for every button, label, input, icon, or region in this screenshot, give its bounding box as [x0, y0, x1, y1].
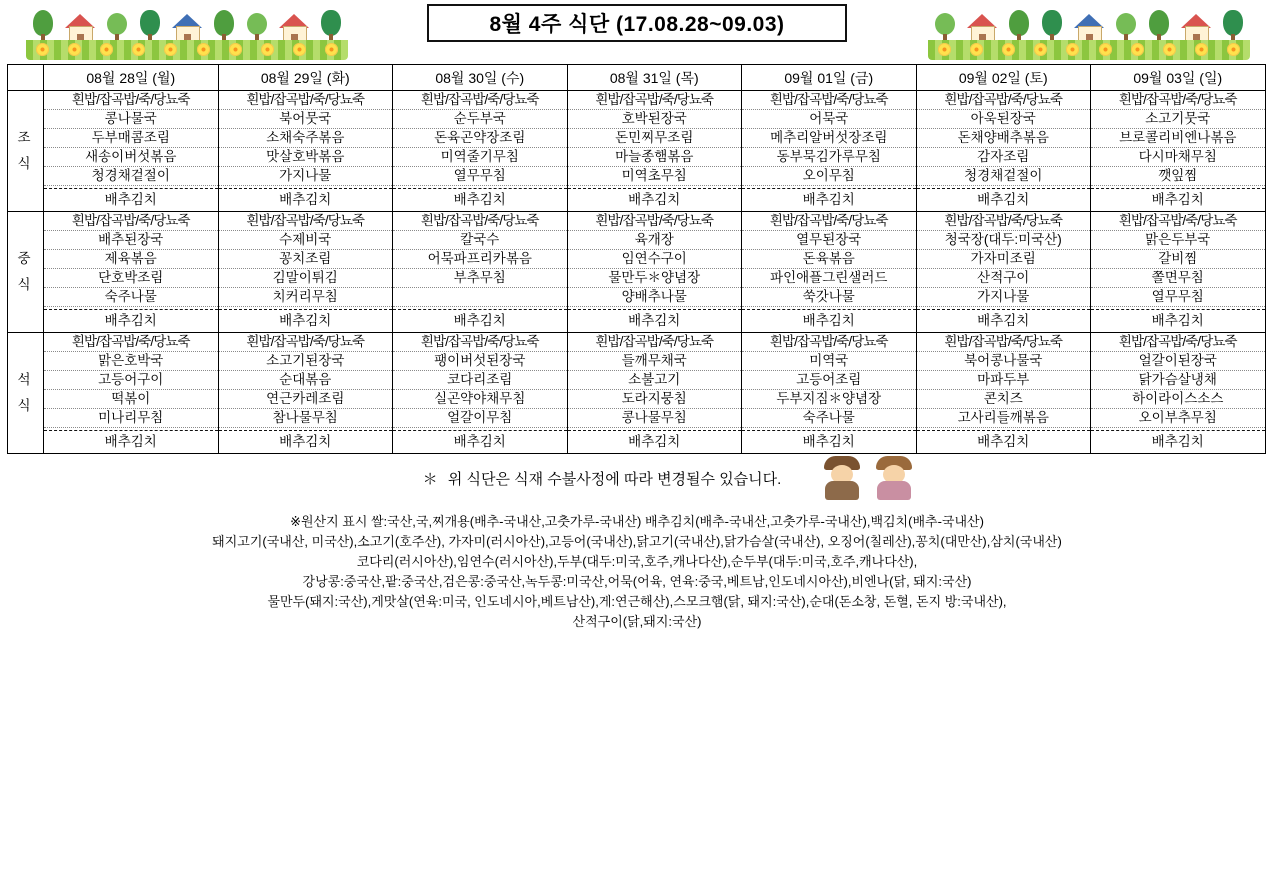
dish-item: 칼국수 [393, 231, 567, 250]
dish-item: 흰밥/잡곡밥/죽/당뇨죽 [1091, 212, 1265, 231]
menu-cell-dinner-wed [393, 333, 568, 454]
menu-cell-breakfast-thu [567, 91, 742, 212]
origin-line: 돼지고기(국내산, 미국산),소고기(호주산), 가자미(러시아산),고등어(국내산),닭고기(국내산),닭가슴살(국내산), 오징어(칠레산),꽁치(대만산),삼치(국내산) [212, 534, 1062, 549]
dish-item: 떡볶이 [44, 390, 218, 409]
tree-icon [1041, 10, 1063, 44]
flower-icon [68, 43, 81, 56]
dish-item: 흰밥/잡곡밥/죽/당뇨죽 [568, 91, 742, 110]
dish-item: 흰밥/잡곡밥/죽/당뇨죽 [1091, 333, 1265, 352]
dish-item: 아욱된장국 [917, 110, 1091, 129]
menu-cell-breakfast-sat [916, 91, 1091, 212]
decorative-banner [6, 2, 1268, 60]
dish-item: 쑥갓나물 [742, 288, 916, 307]
dish-item: 흰밥/잡곡밥/죽/당뇨죽 [44, 212, 218, 231]
menu-page [0, 2, 1274, 876]
meal-label-dinner [8, 333, 44, 454]
dish-item: 배추김치 [742, 188, 916, 211]
kids-illustration [819, 454, 939, 500]
menu-cell-lunch-sun [1091, 212, 1266, 333]
origin-line: 강낭콩:중국산,팥:중국산,검은콩:중국산,녹두콩:미국산,어묵(어육, 연육:중국,베트남,인도네시아산),비엔나(닭, 돼지:국산) [302, 574, 972, 589]
dish-item: 배추김치 [1091, 430, 1265, 453]
dish-item: 소불고기 [568, 371, 742, 390]
flower-icon [1227, 43, 1240, 56]
flower-strip [26, 41, 348, 57]
dish-item: 연근카레조림 [219, 390, 393, 409]
flower-icon [325, 43, 338, 56]
dish-item: 배추김치 [917, 188, 1091, 211]
menu-cell-breakfast-mon [44, 91, 219, 212]
page-title-text: 8월 4주 식단 (17.08.28~09.03) [489, 13, 785, 36]
dish-item: 김말이튀김 [219, 269, 393, 288]
dish-item: 배추김치 [44, 430, 218, 453]
dish-item: 양배추나물 [568, 288, 742, 307]
dish-item: 열무된장국 [742, 231, 916, 250]
dish-item: 물만두＊양념장 [568, 269, 742, 288]
day-header-tue: 08월 29일 (화) [218, 65, 393, 91]
dish-item: 고등어구이 [44, 371, 218, 390]
menu-cell-dinner-sun [1091, 333, 1266, 454]
dish-item: 숙주나물 [44, 288, 218, 307]
dish-item: 배추김치 [44, 309, 218, 332]
dish-item: 숙주나물 [742, 409, 916, 428]
flower-icon [36, 43, 49, 56]
dish-item: 오이부추무침 [1091, 409, 1265, 428]
tree-icon [139, 10, 161, 44]
flower-icon [293, 43, 306, 56]
meal-label-char: 식 [17, 398, 34, 413]
dish-item: 갈비찜 [1091, 250, 1265, 269]
tree-icon [320, 10, 342, 44]
day-header-sat: 09월 02일 (토) [916, 65, 1091, 91]
tree-icon [246, 10, 268, 44]
dish-item: 미나리무침 [44, 409, 218, 428]
dish-item: 미역줄기무침 [393, 148, 567, 167]
table-corner-cell [8, 65, 44, 91]
dish-item: 가지나물 [219, 167, 393, 186]
dish-item: 두부지짐＊양념장 [742, 390, 916, 409]
flower-icon [1066, 43, 1079, 56]
flower-icon [1034, 43, 1047, 56]
flower-icon [1099, 43, 1112, 56]
menu-cell-dinner-fri [742, 333, 917, 454]
decor-trees-left [26, 2, 348, 44]
dish-item: 콩나물무침 [568, 409, 742, 428]
tree-icon [934, 10, 956, 44]
menu-cell-lunch-tue [218, 212, 393, 333]
dish-item: 콩나물국 [44, 110, 218, 129]
dish-item: 배추김치 [742, 430, 916, 453]
menu-cell-breakfast-tue [218, 91, 393, 212]
day-header-fri: 09월 01일 (금) [742, 65, 917, 91]
dish-item: 배추김치 [917, 430, 1091, 453]
dish-item: 배추된장국 [44, 231, 218, 250]
menu-cell-dinner-tue [218, 333, 393, 454]
day-header-mon: 08월 28일 (월) [44, 65, 219, 91]
dish-item: 소고기뭇국 [1091, 110, 1265, 129]
tree-icon [213, 10, 235, 44]
dish-item: 육개장 [568, 231, 742, 250]
tree-icon [1148, 10, 1170, 44]
origin-info [0, 512, 1274, 632]
dish-item: 북어콩나물국 [917, 352, 1091, 371]
dish-item: 배추김치 [1091, 309, 1265, 332]
flower-icon [1163, 43, 1176, 56]
dish-item: 임연수구이 [568, 250, 742, 269]
dish-item: 고등어조림 [742, 371, 916, 390]
dish-item: 흰밥/잡곡밥/죽/당뇨죽 [44, 333, 218, 352]
menu-cell-lunch-mon [44, 212, 219, 333]
dish-item: 흰밥/잡곡밥/죽/당뇨죽 [568, 212, 742, 231]
dish-item: 순두부국 [393, 110, 567, 129]
dish-item: 배추김치 [393, 430, 567, 453]
menu-cell-lunch-thu [567, 212, 742, 333]
flower-icon [229, 43, 242, 56]
dish-item: 마파두부 [917, 371, 1091, 390]
star-icon: ＊ [422, 471, 438, 488]
boy-figure-icon [819, 456, 865, 500]
dish-item: 배추김치 [44, 188, 218, 211]
meal-label-char: 식 [17, 277, 34, 292]
dish-item: 흰밥/잡곡밥/죽/당뇨죽 [219, 91, 393, 110]
table-row-breakfast [8, 91, 1266, 212]
dish-item: 코다리조림 [393, 371, 567, 390]
dish-item: 고사리들깨볶음 [917, 409, 1091, 428]
meal-label-breakfast [8, 91, 44, 212]
decor-trees-right [928, 2, 1250, 44]
menu-cell-breakfast-wed [393, 91, 568, 212]
flower-icon [132, 43, 145, 56]
dish-item: 흰밥/잡곡밥/죽/당뇨죽 [917, 212, 1091, 231]
dish-item: 배추김치 [1091, 188, 1265, 211]
dish-item: 미역초무침 [568, 167, 742, 186]
meal-label-char: 조 [17, 130, 34, 146]
dish-item: 청경채겉절이 [44, 167, 218, 186]
flower-icon [261, 43, 274, 56]
dish-item [393, 288, 567, 307]
meal-label-char: 석 [17, 372, 34, 388]
flower-icon [1002, 43, 1015, 56]
dish-item: 맑은두부국 [1091, 231, 1265, 250]
dish-item: 배추김치 [742, 309, 916, 332]
dish-item: 다시마채무침 [1091, 148, 1265, 167]
dish-item: 배추김치 [219, 188, 393, 211]
dish-item: 수제비국 [219, 231, 393, 250]
dish-item: 배추김치 [568, 188, 742, 211]
dish-item: 돈육볶음 [742, 250, 916, 269]
dish-item: 돈민찌무조림 [568, 129, 742, 148]
dish-item: 참나물무침 [219, 409, 393, 428]
menu-cell-dinner-mon [44, 333, 219, 454]
dish-item: 열무무침 [1091, 288, 1265, 307]
menu-cell-dinner-sat [916, 333, 1091, 454]
menu-cell-lunch-wed [393, 212, 568, 333]
dish-item: 흰밥/잡곡밥/죽/당뇨죽 [917, 91, 1091, 110]
dish-item: 단호박조림 [44, 269, 218, 288]
dish-item: 팽이버섯된장국 [393, 352, 567, 371]
meal-label-char: 중 [17, 251, 34, 267]
dish-item: 돈채양배추볶음 [917, 129, 1091, 148]
dish-item: 열무무침 [393, 167, 567, 186]
dish-item: 배추김치 [393, 309, 567, 332]
dish-item: 흰밥/잡곡밥/죽/당뇨죽 [742, 333, 916, 352]
dish-item: 가자미조림 [917, 250, 1091, 269]
dish-item: 깻잎찜 [1091, 167, 1265, 186]
dish-item: 실곤약야채무침 [393, 390, 567, 409]
origin-line: 산적구이(닭,돼지:국산) [572, 614, 702, 629]
dish-item: 마늘종햄볶음 [568, 148, 742, 167]
dish-item: 콘치즈 [917, 390, 1091, 409]
day-header-wed: 08월 30일 (수) [393, 65, 568, 91]
dish-item: 소채숙주볶음 [219, 129, 393, 148]
dish-item: 배추김치 [219, 309, 393, 332]
flower-icon [164, 43, 177, 56]
dish-item: 흰밥/잡곡밥/죽/당뇨죽 [219, 333, 393, 352]
note-text: 위 식단은 식재 수불사정에 따라 변경될수 있습니다. [447, 471, 782, 488]
girl-figure-icon [871, 456, 917, 500]
dish-item: 얼갈이무침 [393, 409, 567, 428]
dish-item: 제육볶음 [44, 250, 218, 269]
dish-item: 북어뭇국 [219, 110, 393, 129]
dish-item: 청국장(대두:미국산) [917, 231, 1091, 250]
dish-item: 들깨무채국 [568, 352, 742, 371]
origin-line: 코다리(러시아산),임연수(러시아산),두부(대두:미국,호주,캐나다산),순두부(대두:미국,호주,캐나다산), [356, 554, 918, 569]
dish-item: 브로콜리비엔나볶음 [1091, 129, 1265, 148]
table-header-row [8, 65, 1266, 91]
dish-item: 흰밥/잡곡밥/죽/당뇨죽 [742, 91, 916, 110]
dish-item: 메추리알버섯장조림 [742, 129, 916, 148]
tree-icon [32, 10, 54, 44]
dish-item: 청경채겉절이 [917, 167, 1091, 186]
page-title [427, 4, 847, 42]
dish-item: 쫄면무침 [1091, 269, 1265, 288]
dish-item: 소고기된장국 [219, 352, 393, 371]
dish-item: 흰밥/잡곡밥/죽/당뇨죽 [44, 91, 218, 110]
dish-item: 새송이버섯볶음 [44, 148, 218, 167]
tree-icon [106, 10, 128, 44]
table-row-lunch [8, 212, 1266, 333]
dish-item: 배추김치 [219, 430, 393, 453]
flower-icon [938, 43, 951, 56]
dish-item: 배추김치 [393, 188, 567, 211]
flower-icon [1195, 43, 1208, 56]
dish-item: 순대볶음 [219, 371, 393, 390]
menu-cell-lunch-sat [916, 212, 1091, 333]
dish-item: 감자조림 [917, 148, 1091, 167]
dish-item: 산적구이 [917, 269, 1091, 288]
dish-item: 파인애플그린샐러드 [742, 269, 916, 288]
menu-cell-lunch-fri [742, 212, 917, 333]
table-row-dinner [8, 333, 1266, 454]
flower-icon [100, 43, 113, 56]
tree-icon [1222, 10, 1244, 44]
dish-item: 어묵국 [742, 110, 916, 129]
dish-item: 닭가슴살냉채 [1091, 371, 1265, 390]
menu-table-wrap [7, 64, 1267, 454]
decor-band-right [928, 2, 1250, 60]
dish-item: 배추김치 [917, 309, 1091, 332]
dish-item: 얼갈이된장국 [1091, 352, 1265, 371]
dish-item: 오이무침 [742, 167, 916, 186]
menu-cell-dinner-thu [567, 333, 742, 454]
dish-item: 도라지뭉침 [568, 390, 742, 409]
flower-icon [970, 43, 983, 56]
dish-item: 흰밥/잡곡밥/죽/당뇨죽 [917, 333, 1091, 352]
dish-item: 맑은호박국 [44, 352, 218, 371]
flower-strip [928, 41, 1250, 57]
dish-item: 꽁치조림 [219, 250, 393, 269]
dish-item: 호박된장국 [568, 110, 742, 129]
dish-item: 흰밥/잡곡밥/죽/당뇨죽 [393, 212, 567, 231]
dish-item: 흰밥/잡곡밥/죽/당뇨죽 [568, 333, 742, 352]
flower-icon [197, 43, 210, 56]
decor-band-left [26, 2, 348, 60]
dish-item: 하이라이스소스 [1091, 390, 1265, 409]
dish-item: 두부매콤조림 [44, 129, 218, 148]
meal-label-char: 식 [17, 156, 34, 171]
dish-item: 어묵파프리카볶음 [393, 250, 567, 269]
dish-item: 흰밥/잡곡밥/죽/당뇨죽 [393, 91, 567, 110]
dish-item: 흰밥/잡곡밥/죽/당뇨죽 [393, 333, 567, 352]
dish-item: 흰밥/잡곡밥/죽/당뇨죽 [742, 212, 916, 231]
dish-item: 배추김치 [568, 309, 742, 332]
tree-icon [1115, 10, 1137, 44]
day-header-sun: 09월 03일 (일) [1091, 65, 1266, 91]
dish-item: 동부묵김가루무침 [742, 148, 916, 167]
meal-label-lunch [8, 212, 44, 333]
note-line [0, 468, 1274, 489]
dish-item: 흰밥/잡곡밥/죽/당뇨죽 [219, 212, 393, 231]
dish-item: 맛살호박볶음 [219, 148, 393, 167]
menu-cell-breakfast-sun [1091, 91, 1266, 212]
tree-icon [1008, 10, 1030, 44]
dish-item: 가지나물 [917, 288, 1091, 307]
dish-item: 배추김치 [568, 430, 742, 453]
dish-item: 흰밥/잡곡밥/죽/당뇨죽 [1091, 91, 1265, 110]
origin-line: 물만두(돼지:국산),게맛살(연육:미국, 인도네시아,베트남산),게:연근해산),스모크햄(닭, 돼지:국산),순대(돈소창, 돈혈, 돈지 방:국내산), [267, 594, 1007, 609]
menu-cell-breakfast-fri [742, 91, 917, 212]
dish-item: 미역국 [742, 352, 916, 371]
origin-line: ※원산지 표시 쌀:국산,국,찌개용(배추-국내산,고춧가루-국내산) 배추김치(배추-국내산,고춧가루-국내산),백김치(배추-국내산) [290, 514, 984, 529]
dish-item: 치커리무침 [219, 288, 393, 307]
weekly-menu-table [7, 64, 1266, 454]
flower-icon [1131, 43, 1144, 56]
dish-item: 부추무침 [393, 269, 567, 288]
note-row [0, 468, 1274, 502]
day-header-thu: 08월 31일 (목) [567, 65, 742, 91]
dish-item: 돈육곤약장조림 [393, 129, 567, 148]
